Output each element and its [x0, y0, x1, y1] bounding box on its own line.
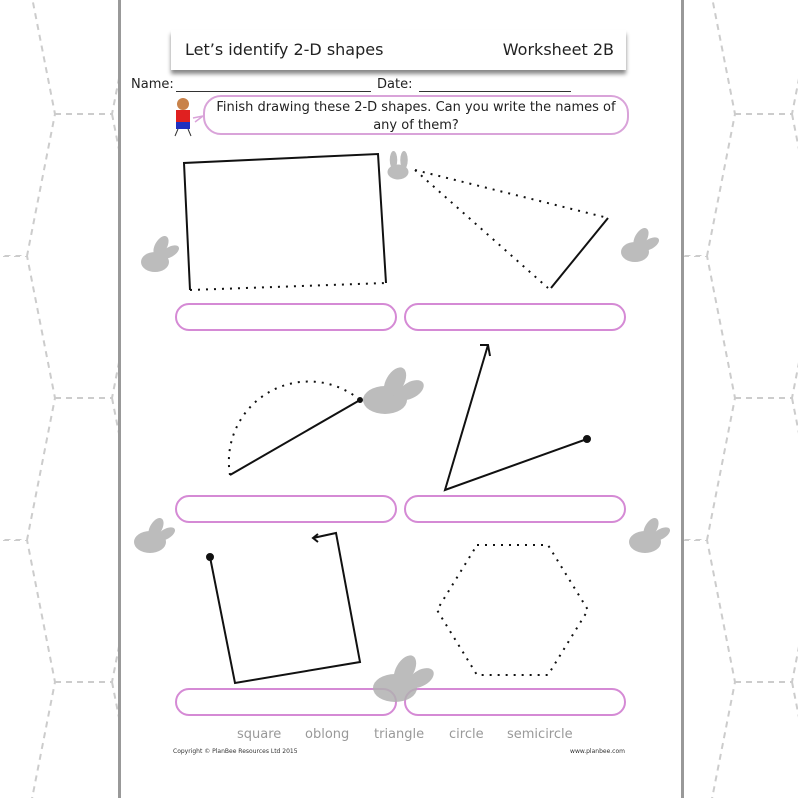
name-label: Name: [131, 77, 174, 92]
square-shape [207, 533, 360, 683]
bee-icon [388, 151, 409, 180]
word-triangle: triangle [374, 727, 425, 742]
bee-icon [621, 225, 661, 262]
bee-icon [363, 364, 427, 414]
date-label: Date: [377, 77, 413, 92]
bees [134, 151, 672, 702]
worksheet-number: Worksheet 2B [502, 40, 614, 59]
triangle-shape-1 [415, 170, 608, 288]
website: www.planbee.com [570, 748, 625, 755]
bee-icon [373, 652, 437, 702]
copyright: Copyright © PlanBee Resources Ltd 2015 [173, 748, 298, 755]
word-semicircle: semicircle [507, 727, 573, 742]
word-circle: circle [449, 727, 484, 742]
word-oblong: oblong [305, 727, 350, 742]
word-square: square [237, 727, 282, 742]
bee-icon [141, 233, 181, 272]
semicircle-shape [229, 382, 362, 475]
triangle-shape-2 [445, 345, 590, 490]
instruction-bubble: Finish drawing these 2-D shapes. Can you write the names of any of them? [203, 95, 629, 135]
bee-icon [629, 515, 672, 553]
worksheet-title: Let’s identify 2-D shapes [185, 40, 384, 59]
hexagon-shape [437, 545, 588, 675]
bee-icon [134, 515, 177, 553]
oblong-shape [184, 154, 386, 290]
